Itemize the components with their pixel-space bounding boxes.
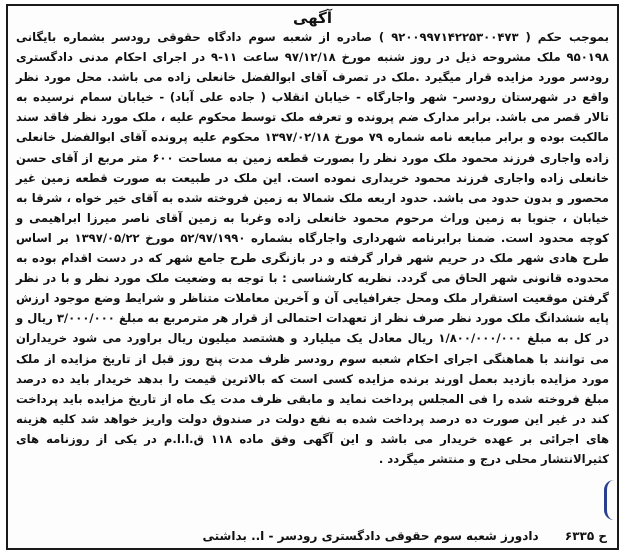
page-edge-mark: [604, 480, 617, 520]
notice-code: ح ۶۳۳۵: [564, 529, 607, 543]
notice-title: آگهی: [293, 9, 332, 27]
notice-signature: [8, 526, 617, 546]
legal-notice: [6, 4, 619, 550]
signatory: دادورز شعبه سوم حقوقی دادگستری رودسر - ا.. بداشتی: [202, 529, 539, 543]
notice-body: بموجب حکم ( ۹۲۰۰۹۹۷۱۴۲۲۵۳۰۰۴۷۳ ) صادره از شعبه سوم دادگاه حقوقی رودسر بشماره بایگانی ۹۵۰۱۹۸ ملک مشروحه ذیل در روز شنبه مورخ ۹۷/۱۲/۱۸ ساعت ۱۱-۹ در اجرای احکام مدنی دادگستری رودسر مورد مزایده قرار میگیرد .ملک در تصرف آقای ابوالفضل خانعلی زاده می باشد. محل مورد نظر واقع در شهرستان رودسر- شهر واجارگاه - خیابان انقلاب ( جاده علی آباد) - خیابان سمام نرسیده به تالار قصر می باشد. برابر مدارک ضم پرونده و تعرفه ملک توسط محکوم علیه ، ملک مورد نظر فاقد سند مالکیت بوده و برابر مبایعه نامه شماره ۷۹ مورخ ۱۳۹۷/۰۲/۱۸ محکوم علیه پرونده آقای ابوالفضل خانعلی زاده واجاری فرزند محمود ملک مورد نظر را بصورت قطعه زمین به مساحت ۶۰۰ متر مربع از آقای حسن خانعلی زاده واجاری فرزند محمود خریداری نموده است. این ملک در طبیعت به صورت قطعه زمین غیر محصور و بدون حدود می باشد. حدود اربعه ملک شمالا به زمین فروخته شده به آقای خیر خواه ، شرقا به خیابان ، جنوبا به زمین وراث مرحوم محمود خانعلی زاده وغربا به زمین آقای ناصر میرزا ابراهیمی و کوچه محدود است. ضمنا برابرنامه شهرداری واجارگاه بشماره ۵۲/۹۷/۱۹۹۰ مورخ ۱۳۹۷/۰۵/۲۲ بر اساس طرح هادی شهر ملک در حریم شهر قرار گرفته و در بازنگری طرح جامع شهر که در دست اقدام بوده به محدوده قانونی شهر الحاق می گردد. نظریه کارشناسی : با توجه به وضعیت ملک مورد نظر و با در نظر گرفتن موقعیت استقرار ملک ومحل جغرافیایی آن و آخرین معاملات متناظر و شرایط وضع موجود ارزش پایه ششدانگ ملک مورد نظر صرف نظر از تعهدات احتمالی از قرار هر مترمربع به مبلغ ۳/۰۰۰/۰۰۰ ریال و در کل به مبلغ ۱/۸۰۰/۰۰۰/۰۰۰ ریال معادل یک میلیارد و هشتصد میلیون ریال براورد می شود خریداران می توانند با هماهنگی اجرای احکام شعبه سوم رودسر ظرف مدت پنج روز قبل از تاریخ مزایده از ملک مورد مزایده بازدید بعمل اورند برنده مزایده کسی است که بالاترین قیمت را بدهد خریدار باید ده درصد مبلغ فروخته شده را فی المجلس پرداخت نماید و مابقی ظرف مدت یک ماه از تاریخ مزایده باید پرداخت کند در غیر این صورت ده درصد پرداخت شده به نفع دولت در صندوق دولت واریز خواهد شد کلیه هزینه های اجرائی بر عهده خریدار می باشد و این آگهی وفق ماده ۱۱۸ ق.ا.ا.م در یکی از روزنامه های کثیرالانتشار محلی درج و منتشر میگردد .: [16, 30, 610, 466]
